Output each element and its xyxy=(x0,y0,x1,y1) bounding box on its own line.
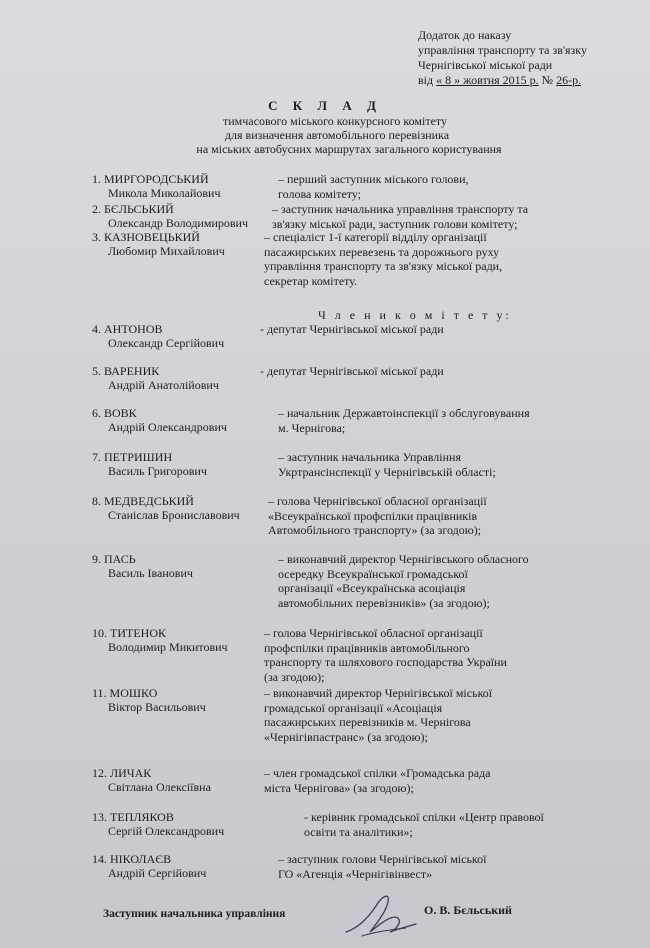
appendix-header xyxy=(418,28,587,88)
entry-role: – заступник начальника Управління Укртрансінспекції у Чернігівській області; xyxy=(278,450,496,479)
entry-given-name: Віктор Васильович xyxy=(108,700,206,714)
title-line-2: для визначення автомобільного перевізника xyxy=(224,128,450,142)
entry-role: – голова Чернігівської обласної організації профспілки працівників автомобільного транспорту та шляхового господарства України (за згодою); xyxy=(264,626,507,684)
entry-role: – перший заступник міського голови, голова комітету; xyxy=(278,172,469,201)
date-prefix: від xyxy=(418,73,434,87)
entry-role: – член громадської спілки «Громадська рада міста Чернігова» (за згодою); xyxy=(264,766,491,795)
entry-surname: 3. КАЗНОВЕЦЬКИЙ xyxy=(92,230,200,244)
entry-role: – заступник голови Чернігівської міської ГО «Агенція «Чернігівінвест» xyxy=(278,852,487,881)
entry-surname: 4. АНТОНОВ xyxy=(92,322,163,336)
title-line-1: тимчасового міського конкурсного комітету xyxy=(223,114,447,128)
header-date-line xyxy=(418,73,587,88)
entry-given-name: Олександр Сергійович xyxy=(108,336,225,350)
entry-surname: 13. ТЕПЛЯКОВ xyxy=(92,810,174,824)
entry-surname: 1. МИРГОРОДСЬКИЙ xyxy=(92,172,209,186)
entry-given-name: Володимир Микитович xyxy=(108,640,228,654)
date-value: « 8 » жовтня 2015 р. xyxy=(436,73,539,87)
entry-role: – начальник Державтоінспекції з обслуговування м. Чернігова; xyxy=(278,406,530,435)
signatory-position: Заступник начальника управління xyxy=(103,908,286,920)
entry-given-name: Андрій Олександрович xyxy=(108,420,227,434)
document-title xyxy=(0,98,650,156)
header-line-3: Чернігівської міської ради xyxy=(418,58,553,72)
entry-surname: 5. ВАРЕНИК xyxy=(92,364,160,378)
entry-given-name: Микола Миколайович xyxy=(108,186,221,200)
entry-surname: 14. НІКОЛАЄВ xyxy=(92,852,172,866)
entry-surname: 6. ВОВК xyxy=(92,406,137,420)
title-main: С К Л А Д xyxy=(268,98,382,113)
entry-role: – заступник начальника управління транспорту та зв'язку міської ради, заступник голови комітету; xyxy=(272,202,529,231)
entry-given-name: Андрій Анатолійович xyxy=(108,378,219,392)
entry-role: – виконавчий директор Чернігівської міської громадської організації «Асоціація пасажирських перевізників м. Чернігова «Чернігівпастранс» (за згодою); xyxy=(264,686,493,744)
header-line-1: Додаток до наказу xyxy=(418,28,512,42)
entry-given-name: Андрій Сергійович xyxy=(108,866,207,880)
entry-surname: 7. ПЕТРИШИН xyxy=(92,450,173,464)
entry-role: - депутат Чернігівської міської ради xyxy=(260,364,444,378)
entry-surname: 11. МОШКО xyxy=(92,686,158,700)
entry-given-name: Світлана Олексіївна xyxy=(108,780,211,794)
number-value: 26-р. xyxy=(556,73,582,87)
entry-surname: 10. ТИТЕНОК xyxy=(92,626,166,640)
entry-role: – виконавчий директор Чернігівського обласного осередку Всеукраїнської громадської організації «Всеукраїнська асоціація автомобільних перевізників» (за згодою); xyxy=(278,552,529,610)
title-line-3: на міських автобусних маршрутах загального користування xyxy=(196,142,502,156)
entry-role: - депутат Чернігівської міської ради xyxy=(260,322,444,336)
entry-role: – спеціаліст 1-ї категорії відділу організації пасажирських перевезень та дорожнього руху управління транспорту та зв'язку міської ради, секретар комітету. xyxy=(264,230,503,288)
members-heading: Ч л е н и к о м і т е т у: xyxy=(318,308,512,322)
entry-surname: 12. ЛИЧАК xyxy=(92,766,152,780)
entry-given-name: Олександр Володимирович xyxy=(108,216,248,230)
signatory-name: О. В. Бєльський xyxy=(424,903,512,917)
handwritten-signature xyxy=(340,888,420,944)
entry-given-name: Сергій Олександрович xyxy=(108,824,225,838)
number-label: № xyxy=(541,73,554,87)
entry-given-name: Василь Іванович xyxy=(108,566,193,580)
entry-surname: 2. БЄЛЬСЬКИЙ xyxy=(92,202,174,216)
entry-given-name: Любомир Михайлович xyxy=(108,244,225,258)
entry-role: - керівник громадської спілки «Центр правової освіти та аналітики»; xyxy=(304,810,544,839)
header-line-2: управління транспорту та зв'язку xyxy=(418,43,587,57)
entry-surname: 9. ПАСЬ xyxy=(92,552,136,566)
entry-surname: 8. МЕДВЕДСЬКИЙ xyxy=(92,494,194,508)
entry-role: – голова Чернігівської обласної організації «Всеукраїнської профспілки працівників Автомобільного транспорту» (за згодою); xyxy=(268,494,487,537)
entry-given-name: Василь Григорович xyxy=(108,464,207,478)
entry-given-name: Станіслав Брониславович xyxy=(108,508,240,522)
